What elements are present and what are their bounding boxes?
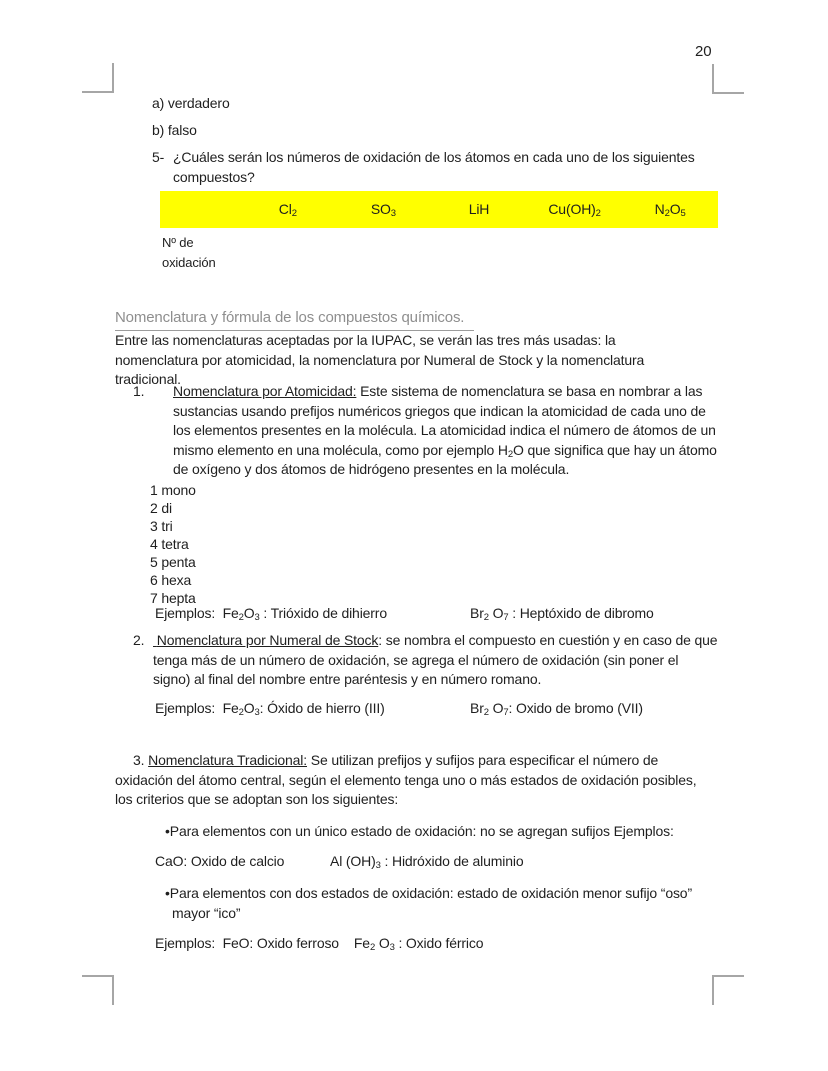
example-heptoxido-dibromo: $Br_2$ $O_7$ : Heptóxido de dibromo: [470, 605, 654, 623]
bullet-unique-oxidation-state: •Para elementos con un único estado de oxidación: no se agregan sufijos Ejemplos:: [165, 823, 674, 839]
item-1-number: 1.: [133, 383, 145, 399]
crop-mark-bottom-left: [82, 975, 114, 1005]
table-row-label-line2: oxidación: [162, 255, 216, 270]
question-5: [152, 148, 724, 187]
prefix-item: 7 hepta: [150, 590, 196, 606]
table-formula-n2o5: $N_2O_5$: [654, 200, 686, 219]
crop-mark-top-left: [82, 63, 114, 93]
prefix-item: 4 tetra: [150, 536, 189, 552]
greek-prefix-list: [150, 481, 196, 607]
oxidation-table-header-row: [160, 191, 718, 228]
intro-paragraph: Entre las nomenclaturas aceptadas por la IUPAC, se verán las tres más usadas: la nomenclatura por atomicidad, la nomenclatura por Numeral de Stock y la nomenclatura tradicional.: [115, 332, 648, 387]
examples-stock: [155, 699, 725, 719]
table-formula-lih: LiH: [468, 200, 490, 217]
examples-two-states: Ejemplos: FeO: Oxido ferroso $Fe_2$ $O_3$ : Oxido férrico: [155, 935, 484, 953]
prefix-item: 2 di: [150, 500, 172, 516]
examples-unique-state: [155, 852, 715, 872]
table-formula-cuoh2: $Cu(OH)_2$: [548, 200, 601, 219]
item-2-number: 2.: [133, 632, 145, 648]
answer-option-b: b) falso: [152, 122, 197, 138]
prefix-item: 1 mono: [150, 482, 196, 498]
prefix-item: 5 penta: [150, 554, 196, 570]
crop-mark-bottom-right: [712, 975, 744, 1005]
answer-option-a: a) verdadero: [152, 95, 230, 111]
item-2-body: Nomenclatura por Numeral de Stock: se nombra el compuesto en cuestión y en caso de que tenga más de un número de oxidación, se agrega el número de oxidación (sin poner el signo) al final del nombre entre paréntesis y en número romano.: [153, 632, 722, 687]
item-1-body: Nomenclatura por Atomicidad: Este sistema de nomenclatura se basa en nombrar a las sustancias usando prefijos numéricos griegos que indican la atomicidad de cada uno de los elementos presentes en la molécula. La atomicidad indica el número de átomos de un mismo elemento en una molécula, como por ejemplo $H_2O$ que significa que hay un átomo de oxígeno y dos átomos de hidrógeno presentes en la molécula.: [173, 383, 721, 477]
question-5-text: ¿Cuáles serán los números de oxidación de los átomos en cada uno de los siguientes compuestos?: [173, 149, 699, 185]
prefix-item: 3 tri: [150, 518, 173, 534]
table-formula-cl2: $Cl_2$: [278, 200, 297, 219]
table-row-label-line1: Nº de: [162, 235, 194, 250]
table-row-label: [162, 233, 216, 273]
example-hidroxido-aluminio: Al $(OH)_3$ : Hidróxido de aluminio: [330, 853, 524, 871]
example-trioxido-dihierro: Ejemplos: $Fe_2O_3$ : Trióxido de dihierro: [155, 605, 387, 623]
paragraph-tradicional: 3. Nomenclatura Tradicional: Se utilizan prefijos y sufijos para especificar el número de oxidación del átomo central, según el elemento tenga uno o más estados de oxidación posibles, los criterios que se adoptan son los siguientes:: [115, 752, 701, 807]
bullet-two-oxidation-states: •Para elementos con dos estados de oxidación: estado de oxidación menor sufijo “oso” mayor “ico”: [165, 885, 696, 921]
example-oxido-bromo-vii: $Br_2$ $O_7$: Oxido de bromo (VII): [470, 700, 643, 718]
examples-atomicidad: [155, 604, 725, 624]
numbered-item-stock: [133, 631, 722, 690]
page-number: 20: [695, 43, 712, 60]
table-formula-so3: $SO_3$: [370, 200, 396, 219]
example-oxido-calcio: CaO: Oxido de calcio: [155, 853, 285, 869]
crop-mark-top-right: [712, 64, 744, 94]
prefix-item: 6 hexa: [150, 572, 192, 588]
question-5-number: 5-: [152, 149, 165, 165]
section-heading: Nomenclatura y fórmula de los compuestos químicos.: [115, 308, 474, 331]
example-oxido-hierro-iii: Ejemplos: $Fe_2O_3$: Óxido de hierro (III): [155, 700, 385, 718]
numbered-item-atomicidad: [133, 382, 720, 480]
